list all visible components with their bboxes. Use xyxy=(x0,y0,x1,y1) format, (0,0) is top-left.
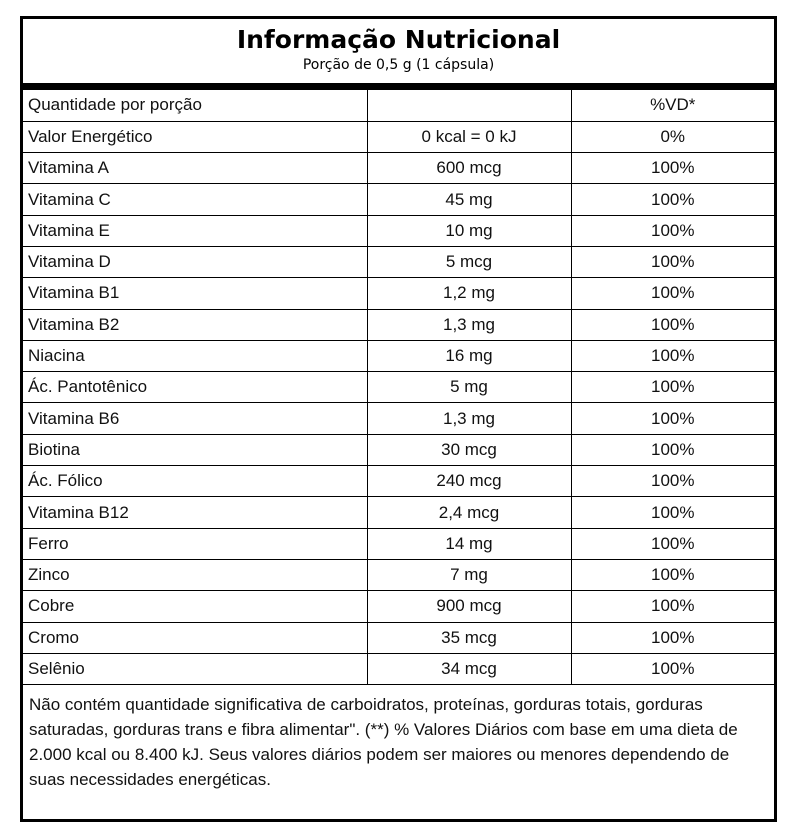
label-header xyxy=(23,19,774,83)
table-row xyxy=(23,591,774,622)
nutrient-name: Vitamina A xyxy=(23,153,367,184)
nutrient-daily-value: 100% xyxy=(571,246,774,277)
nutrient-amount: 0 kcal = 0 kJ xyxy=(367,121,571,152)
nutrient-name: Vitamina E xyxy=(23,215,367,246)
serving-size: Porção de 0,5 g (1 cápsula) xyxy=(302,57,495,73)
table-row xyxy=(23,340,774,371)
table-row xyxy=(23,434,774,465)
table-row xyxy=(23,403,774,434)
nutrient-daily-value: 100% xyxy=(571,434,774,465)
nutrient-daily-value: 100% xyxy=(571,528,774,559)
nutrient-name: Vitamina D xyxy=(23,246,367,277)
table-row xyxy=(23,372,774,403)
nutrient-name: Vitamina B12 xyxy=(23,497,367,528)
table-row xyxy=(23,153,774,184)
nutrient-daily-value: 100% xyxy=(571,466,774,497)
nutrient-amount: 16 mg xyxy=(367,340,571,371)
nutrient-daily-value: 100% xyxy=(571,340,774,371)
nutrient-amount: 7 mg xyxy=(367,559,571,590)
nutrient-name: Cromo xyxy=(23,622,367,653)
table-row xyxy=(23,653,774,684)
nutrient-name: Vitamina B2 xyxy=(23,309,367,340)
table-header-row xyxy=(23,90,774,121)
nutrient-daily-value: 100% xyxy=(571,497,774,528)
table-row xyxy=(23,622,774,653)
nutrient-daily-value: 100% xyxy=(571,591,774,622)
nutrient-name: Selênio xyxy=(23,653,367,684)
nutrient-name: Vitamina B6 xyxy=(23,403,367,434)
nutrient-name: Ferro xyxy=(23,528,367,559)
nutrient-name: Cobre xyxy=(23,591,367,622)
nutrition-table xyxy=(23,90,774,685)
table-row xyxy=(23,466,774,497)
nutrient-amount: 1,3 mg xyxy=(367,403,571,434)
nutrient-amount: 5 mcg xyxy=(367,246,571,277)
nutrient-daily-value: 100% xyxy=(571,278,774,309)
table-row xyxy=(23,528,774,559)
nutrient-daily-value: 100% xyxy=(571,622,774,653)
nutrient-daily-value: 100% xyxy=(571,372,774,403)
nutrient-amount: 10 mg xyxy=(367,215,571,246)
column-header-quantity: Quantidade por porção xyxy=(23,90,367,121)
nutrient-daily-value: 0% xyxy=(571,121,774,152)
table-row xyxy=(23,246,774,277)
nutrient-name: Vitamina B1 xyxy=(23,278,367,309)
nutrient-amount: 600 mcg xyxy=(367,153,571,184)
nutrient-amount: 34 mcg xyxy=(367,653,571,684)
nutrient-amount: 45 mg xyxy=(367,184,571,215)
nutrient-name: Niacina xyxy=(23,340,367,371)
column-header-amount xyxy=(367,90,571,121)
nutrient-amount: 14 mg xyxy=(367,528,571,559)
nutrient-amount: 35 mcg xyxy=(367,622,571,653)
header-divider xyxy=(23,83,774,90)
nutrient-amount: 1,2 mg xyxy=(367,278,571,309)
nutrient-name: Vitamina C xyxy=(23,184,367,215)
nutrient-daily-value: 100% xyxy=(571,559,774,590)
nutrient-daily-value: 100% xyxy=(571,309,774,340)
nutrient-daily-value: 100% xyxy=(571,215,774,246)
nutrient-amount: 30 mcg xyxy=(367,434,571,465)
table-row xyxy=(23,121,774,152)
nutrient-daily-value: 100% xyxy=(571,153,774,184)
nutrient-daily-value: 100% xyxy=(571,403,774,434)
column-header-daily-value: %VD* xyxy=(571,90,774,121)
table-row xyxy=(23,278,774,309)
nutrient-name: Valor Energético xyxy=(23,121,367,152)
nutrient-amount: 240 mcg xyxy=(367,466,571,497)
nutrient-amount: 5 mg xyxy=(367,372,571,403)
nutrient-daily-value: 100% xyxy=(571,653,774,684)
nutrient-name: Ác. Pantotênico xyxy=(23,372,367,403)
nutrient-name: Ác. Fólico xyxy=(23,466,367,497)
table-row xyxy=(23,309,774,340)
footnote: Não contém quantidade significativa de carboidratos, proteínas, gorduras totais, gorduras saturadas, gorduras trans e fibra alimentar". (**) % Valores Diários com base em uma dieta de 2.000 kcal ou 8.400 kJ. Seus valores diários podem ser maiores ou menores dependendo de suas necessidades energéticas. xyxy=(29,695,738,790)
nutrient-amount: 1,3 mg xyxy=(367,309,571,340)
nutrient-amount: 900 mcg xyxy=(367,591,571,622)
nutrition-facts-label xyxy=(20,16,777,822)
table-row xyxy=(23,184,774,215)
nutrient-daily-value: 100% xyxy=(571,184,774,215)
table-row xyxy=(23,497,774,528)
nutrient-amount: 2,4 mcg xyxy=(367,497,571,528)
nutrient-name: Zinco xyxy=(23,559,367,590)
label-title: Informação Nutricional xyxy=(236,25,561,54)
nutrient-name: Biotina xyxy=(23,434,367,465)
table-row xyxy=(23,215,774,246)
table-row xyxy=(23,559,774,590)
